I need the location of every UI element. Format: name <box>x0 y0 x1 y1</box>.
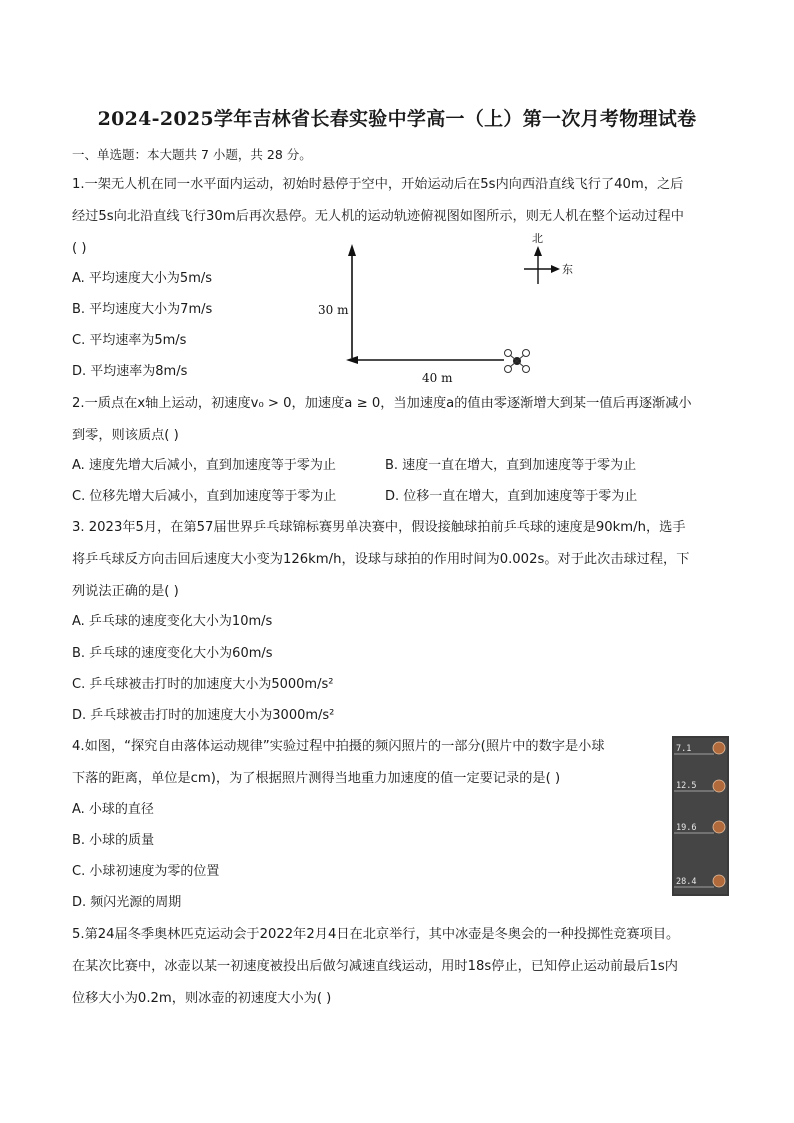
section-heading: 一、单选题：本大题共 7 小题，共 28 分。 <box>72 147 312 162</box>
q3-option-c: C. 乒乓球被击打时的加速度大小为5000m/s² <box>72 677 334 692</box>
distance-mark-1: 7.1 <box>676 744 692 754</box>
ball-3 <box>713 821 725 833</box>
vertical-distance-label: 30 m <box>318 303 349 317</box>
strobe-photo-figure <box>672 736 729 896</box>
compass-north-label: 北 <box>532 232 543 245</box>
q1-stem-line2: 经过5s向北沿直线飞行30m后再次悬停。无人机的运动轨迹俯视图如图所示，则无人机在整个运动过程中 <box>72 209 684 224</box>
distance-mark-3: 19.6 <box>676 823 697 833</box>
q4-stem-line1: 4.如图，“探究自由落体运动规律”实验过程中拍摄的频闪照片的一部分(照片中的数字是小球 <box>72 739 605 754</box>
q4-option-b: B. 小球的质量 <box>72 833 155 848</box>
q5-stem-line3: 位移大小为0.2m，则冰壶的初速度大小为( ) <box>72 991 332 1006</box>
q4-option-a: A. 小球的直径 <box>72 802 154 817</box>
ball-1 <box>713 742 725 754</box>
q4-stem-line2: 下落的距离，单位是cm)，为了根据照片测得当地重力加速度的值一定要记录的是( ) <box>72 771 561 786</box>
q1-option-d: D. 平均速率为8m/s <box>72 364 188 379</box>
q3-stem-line3: 列说法正确的是( ) <box>72 584 179 599</box>
q5-stem-line1: 5.第24届冬季奥林匹克运动会于2022年2月4日在北京举行，其中冰壶是冬奥会的一种投掷性竞赛项目。 <box>72 927 680 942</box>
q1-option-c: C. 平均速率为5m/s <box>72 333 187 348</box>
horizontal-distance-label: 40 m <box>422 371 453 385</box>
q3-option-d: D. 乒乓球被击打时的加速度大小为3000m/s² <box>72 708 335 723</box>
q4-option-c: C. 小球初速度为零的位置 <box>72 864 220 879</box>
q2-stem-line2: 到零，则该质点( ) <box>72 428 179 443</box>
ball-2 <box>713 780 725 792</box>
distance-mark-2: 12.5 <box>676 781 697 791</box>
photo-inner <box>674 738 727 894</box>
q3-stem-line1: 3. 2023年5月，在第57届世界乒乓球锦标赛男单决赛中，假设接触球拍前乒乓球的速度是90km/h，选手 <box>72 520 686 535</box>
ball-4 <box>713 875 725 887</box>
compass-east-label: 东 <box>562 263 573 276</box>
distance-mark-4: 28.4 <box>676 877 697 887</box>
q2-option-a: A. 速度先增大后减小，直到加速度等于零为止 <box>72 458 336 473</box>
q2-option-d: D. 位移一直在增大，直到加速度等于零为止 <box>385 489 638 504</box>
q3-stem-line2: 将乒乓球反方向击回后速度大小变为126km/h，设球与球拍的作用时间为0.002s。对于此次击球过程，下 <box>72 552 690 567</box>
q1-option-b: B. 平均速度大小为7m/s <box>72 302 213 317</box>
drone-icon <box>505 350 530 373</box>
q2-option-b: B. 速度一直在增大，直到加速度等于零为止 <box>385 458 637 473</box>
compass-north-arrow <box>534 246 542 256</box>
drone-trajectory-figure <box>310 232 590 392</box>
q1-option-a: A. 平均速度大小为5m/s <box>72 271 213 286</box>
q5-stem-line2: 在某次比赛中，冰壶以某一初速度被投出后做匀减速直线运动，用时18s停止，已知停止运动前最后1s内 <box>72 959 678 974</box>
path-north-arrow <box>348 244 356 256</box>
exam-title: 2024-2025学年吉林省长春实验中学高一（上）第一次月考物理试卷 <box>97 108 697 130</box>
q3-option-a: A. 乒乓球的速度变化大小为10m/s <box>72 614 273 629</box>
q4-option-d: D. 频闪光源的周期 <box>72 895 182 910</box>
compass-east-arrow <box>551 265 560 273</box>
q1-stem-line1: 1.一架无人机在同一水平面内运动，初始时悬停于空中，开始运动后在5s内向西沿直线飞行了40m，之后 <box>72 177 684 192</box>
q2-option-c: C. 位移先增大后减小，直到加速度等于零为止 <box>72 489 337 504</box>
q3-option-b: B. 乒乓球的速度变化大小为60m/s <box>72 646 273 661</box>
q1-stem-line3: ( ) <box>72 241 87 256</box>
q2-stem-line1: 2.一质点在x轴上运动，初速度v₀ > 0，加速度a ≥ 0，当加速度a的值由零逐渐增大到某一值后再逐渐减小 <box>72 396 692 411</box>
